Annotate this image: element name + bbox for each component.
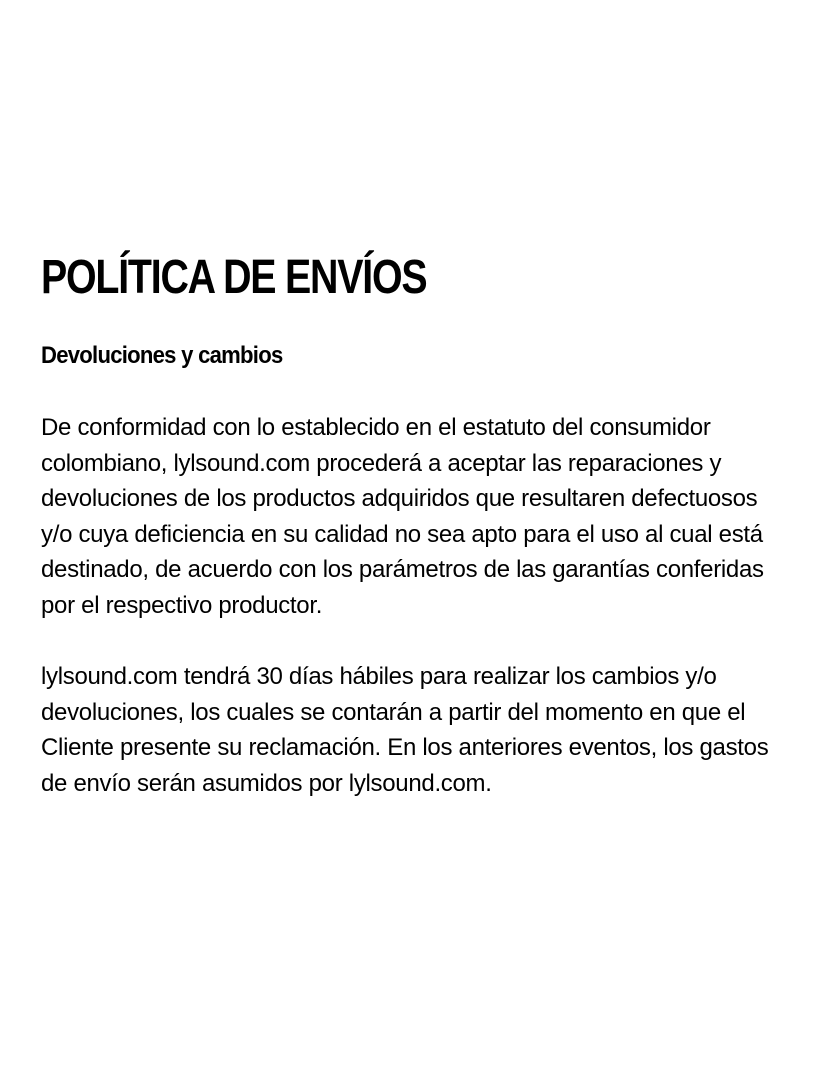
policy-paragraph: De conformidad con lo establecido en el estatuto del consumidor colombiano, lylsound.com procederá a aceptar las reparaciones y devoluciones de los productos adquiridos que resultaren defectuosos y/o cuya deficiencia en su calidad no sea apto para el uso al cual está destinado, de acuerdo con los parámetros de las garantías conferidas por el respectivo productor.	[41, 414, 764, 619]
section-heading: Devoluciones y cambios	[41, 342, 283, 369]
policy-paragraph: lylsound.com tendrá 30 días hábiles para realizar los cambios y/o devoluciones, los cuales se contarán a partir del momento en que el Cliente presente su reclamación. En los anteriores eventos, los gastos de envío serán asumidos por lylsound.com.	[41, 663, 769, 797]
page-title: POLÍTICA DE ENVÍOS	[41, 251, 427, 304]
